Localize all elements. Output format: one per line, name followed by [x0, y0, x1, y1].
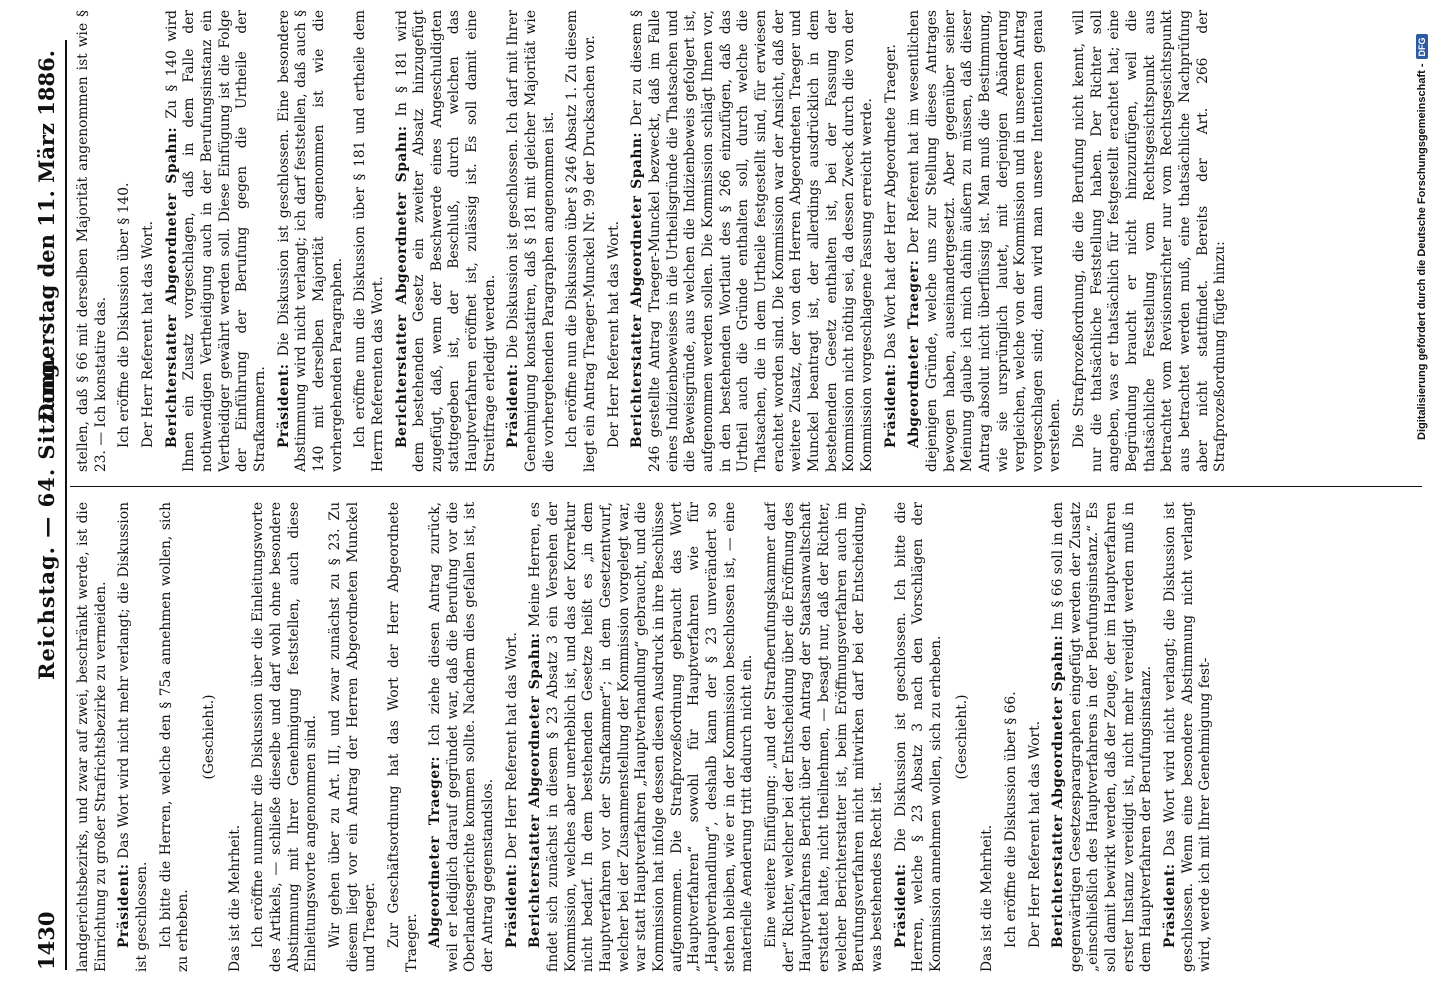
paragraph: Der Herr Referent hat das Wort. — [139, 220, 156, 448]
speaker-name: Präsident: — [1162, 863, 1179, 948]
paragraph — [276, 10, 347, 472]
speech-text: In § 181 wird dem bestehenden Gesetz ein zweiter Absatz hinzugefügt zugefügt, daß, wenn der Beschwerde eines Angeschuldigten stattgegeben ist, der Beschluß, durch welchen das Hauptverfahren eröffnet ist, zulässig ist. Es soll damit eine Streitfrage erledigt werden. — [393, 10, 498, 472]
paragraph — [427, 502, 498, 972]
paragraph: Ich eröffne die Diskussion über § 140. — [116, 182, 133, 448]
speech-text: Der Herr Referent hat das Wort. — [503, 632, 520, 860]
right-column — [75, 10, 1402, 472]
paragraph: Der Herr Referent hat das Wort. — [1026, 720, 1043, 948]
speaker-name: Präsident: — [275, 363, 292, 448]
speech-text: Der Referent hat im wesentlichen diejenigen Gründe, welche uns zur Stellung dieses Antrages bewogen haben, auseinandergesetzt. Aber gegenüber seiner Meinung glaube ich mich dahin äußern zu müssen, daß dieser Antrag absolut nicht überflüssig ist. Man muß die Bestimmung, wie sie ursprünglich lautet, mit derjenigen Abänderung vergleichen, welche von der Kommission und in unserem Antrag vorgeschlagen sind; dann wird man unsere Intentionen genau verstehen. — [906, 10, 1064, 472]
paragraph — [906, 10, 1065, 472]
stage-direction: (Geschieht.) — [200, 694, 217, 780]
page-header — [25, 40, 67, 970]
speech-text: Ich ziehe diesen Antrag zurück, weil er lediglich darauf gegründet war, daß die Berufung vor die Oberlandesgerichte kommen sollte. Nachdem dies gefallen ist, ist der Antrag gegenstandslos. — [427, 502, 497, 972]
speaker-name: Präsident: — [505, 363, 522, 448]
paragraph: Ich eröffne nunmehr die Diskussion über die Einleitungsworte des Artikels, — schließe dieselbe und darf wohl ohne besondere Abstimmung mit Ihrer Genehmigung feststellen, auch diese Einleitungsworte angenommen sind. — [250, 502, 320, 972]
speaker-name: Präsident: — [892, 863, 909, 948]
credit-text: Digitalisierung gefördert durch die Deutsche Forschungsgemeinschaft - — [1415, 63, 1428, 440]
left-column — [75, 502, 1402, 972]
paragraph: Wir gehen über zu Art. III, und zwar zunächst zu § 23. Zu diesem liegt vor ein Antrag der Herren Abgeordneten Munckel und Traeger. — [326, 502, 379, 972]
paragraph: Der Herr Referent hat das Wort. — [605, 220, 622, 448]
paragraph: Eine weitere Einfügung: „und der Strafberufungskammer darf der“ Richter, welcher bei der Entscheidung über die Eröffnung des Hauptverfahrens Bericht über den Antrag der Staatsanwaltschaft erstattet hatte, nicht theilnehmen, — besagt nur, daß der Richter, welcher Berichterstatter ist, beim Eröffnungsverfahren auch im Berufungsverfahren nicht mitwirken darf bei der Entscheidung, was bestehendes Recht ist. — [762, 502, 885, 972]
speech-text: Zu § 140 wird Ihnen ein Zusatz vorgeschlagen, daß in dem Falle der nothwendigen Vertheidigung auch in der Berufungsinstanz ein Vertheidiger gewährt werden soll. Diese Einfügung ist die Folge der Einführung der Berufung gegen die Urtheile der Strafkammern. — [163, 10, 268, 472]
paragraph: stellen, daß § 66 mit derselben Majorität angenommen ist wie § 23. — Ich konstatire das. — [75, 10, 109, 472]
speech-text: Das Wort wird nicht verlangt; die Diskussion ist geschlossen. Wenn eine besondere Abstimmung nicht verlangt wird, werde ich mit Ihrer Genehmigung fest- — [1162, 502, 1214, 972]
paragraph: Das ist die Mehrheit. — [979, 824, 996, 972]
paragraph — [1050, 502, 1156, 972]
speaker-name: Berichterstatter Abgeordneter Spahn: — [527, 632, 544, 948]
speaker-name: Präsident: — [882, 363, 899, 448]
paragraph — [527, 502, 757, 972]
session-date: Donnerstag den 11. März 1886. — [34, 50, 59, 422]
column-divider — [70, 486, 1422, 487]
speech-text: Das Wort hat der Herr Abgeordnete Traeger. — [882, 44, 899, 360]
speech-text: Das Wort wird nicht mehr verlangt; die Diskussion ist geschlossen. — [116, 502, 150, 972]
paragraph — [504, 502, 522, 972]
speaker-name: Präsident: — [116, 863, 133, 948]
speech-text: Die Diskussion ist geschlossen. Eine besondere Abstimmung wird nicht verlangt; ich darf feststellen, daß auch § 140 mit derselben Majorität angenommen ist wie die vorhergehenden Paragraphen. — [275, 10, 345, 472]
speaker-name: Berichterstatter Abgeordneter Spahn: — [1050, 634, 1067, 948]
paragraph — [883, 10, 901, 472]
paragraph: Zur Geschäftsordnung hat das Wort der Herr Abgeordnete Traeger. — [385, 502, 420, 972]
paragraph — [893, 502, 946, 972]
paragraph: Ich eröffne nun die Diskussion über § 181 und ertheile dem Herrn Referenten das Wort. — [352, 10, 386, 472]
paragraph: Das ist die Mehrheit. — [226, 824, 243, 972]
paragraph: Ich bitte die Herren, welche den § 75a annehmen wollen, sich zu erheben. — [157, 502, 192, 972]
speech-text: Die Diskussion ist geschlossen. Ich bitte die Herren, welche § 23 Absatz 3 nach den Vorschlägen der Kommission annehmen wollen, sich zu erheben. — [892, 502, 944, 972]
paragraph — [116, 502, 151, 972]
paragraph: Die Strafprozeßordnung, die die Berufung nicht kennt, will nur die thatsächliche Feststellung haben. Der Richter soll angeben, was er thatsächlich für festgestellt erachtet hat; eine Begründung braucht er nicht hinzuzufügen, weil die thatsächliche Feststellung vom Rechtsgesichtspunkt aus betrachtet vom Revisionsrichter nur vom Rechtsgesichtspunkt aus betrachtet werden muß, eine thatsächliche Nachprüfung aber nicht stattfindet. Bereits der Art. 266 der Strafprozeßordnung fügte hinzu: — [1071, 10, 1229, 472]
paragraph: Ich eröffne die Diskussion über § 66. — [1002, 691, 1019, 948]
speaker-name: Berichterstatter Abgeordneter Spahn: — [163, 126, 180, 448]
paragraph — [394, 10, 500, 472]
paragraph — [164, 10, 270, 472]
speaker-name: Abgeordneter Traeger: — [427, 756, 444, 948]
speaker-name: Berichterstatter Abgeordneter Spahn: — [629, 131, 646, 448]
speech-text: Im § 66 soll in den gegenwärtigen Gesetzesparagraphen eingefügt werden der Zusatz „einschließlich des Hauptverfahrens in der Berufungsinstanz.“ Es soll damit bewirkt werden, daß der Zeuge, der im Hauptverfahren erster Instanz vereidigt ist, nicht mehr vereidigt werden muß in dem Hauptverfahren der Berufungsinstanz. — [1050, 502, 1155, 972]
paragraph: Ich eröffne nun die Diskussion über § 246 Absatz 1. Zu diesem liegt ein Antrag Traeger-Munckel Nr. 99 der Drucksachen vor. — [564, 10, 599, 472]
speech-text: Der zu diesem § 246 gestellte Antrag Traeger-Munckel bezweckt, daß im Falle eines Indizienbeweises in die Urtheilsgründe die Thatsachen und die Beweisgründe, aus welchen die Indizienbeweis gefolgert ist, aufgenommen werden sollen. Die Kommission schlägt Ihnen vor, in den bestehenden Wortlaut des § 266 einzufügen, daß das Urtheil auch die Gründe enthalten soll, durch welche die Thatsachen, die in dem Urtheile festgestellt sind, für erwiesen erachtet worden sind. Die Kommission war der Ansicht, daß der weitere Zusatz, der von den Herren Abgeordneten Traeger und Munckel beantragt ist, der allerdings ausdrücklich in dem bestehenden Gesetz enthalten ist, bei der Fassung der Kommission nicht nöthig sei, da dessen Zweck durch die von der Kommission vorgeschlagene Fassung erreicht werde. — [629, 10, 875, 472]
paragraph — [629, 10, 876, 472]
speaker-name: Präsident: — [503, 863, 520, 948]
dfg-logo-badge: DFG — [1416, 34, 1428, 59]
speech-text: Die Diskussion ist geschlossen. Ich darf mit Ihrer Genehmigung konstatiren, daß § 181 mit gleicher Majorität wie die vorhergehenden Paragraphen angenommen ist. — [505, 10, 557, 472]
page-number: 1430 — [34, 911, 59, 970]
stage-direction: (Geschieht.) — [953, 694, 970, 780]
paragraph: landgerichtsbezirks, und zwar auf zwei, beschränkt werde, ist die Einrichtung zu großer Strafrichtsbezirke zu vermeiden. — [75, 502, 109, 972]
digitization-credit — [1416, 34, 1428, 440]
speaker-name: Berichterstatter Abgeordneter Spahn: — [393, 125, 410, 448]
speaker-name: Abgeordneter Traeger: — [906, 259, 923, 448]
session-title: Reichstag. — 64. Sitzung. — [34, 354, 59, 680]
paragraph — [1162, 502, 1215, 972]
paragraph — [505, 10, 558, 472]
speech-text: Meine Herren, es findet sich zunächst in diesem § 23 Absatz 3 ein Versehen der Kommission, welches aber unerheblich ist, und das der Korrektur nicht bedarf. In dem bestehenden Gesetze heißt es „in dem Hauptverfahren vor der Strafkammer“; in dem Gesetzentwurf, welcher bei der Zusammenstellung der Kommission vorgelegt war, war statt Hauptverfahren „Hauptverhandlung“ gebraucht, und die Kommission hat infolge dessen diesen Ausdruck in ihre Beschlüsse aufgenommen. Die Strafprozeßordnung gebraucht das Wort „Hauptverfahren“ sowohl für Hauptverfahren wie für „Hauptverhandlung“, deshalb kann der § 23 unverändert so stehen bleiben, wie er in der Kommission beschlossen ist, — eine materielle Aenderung tritt dadurch nicht ein. — [527, 502, 756, 972]
